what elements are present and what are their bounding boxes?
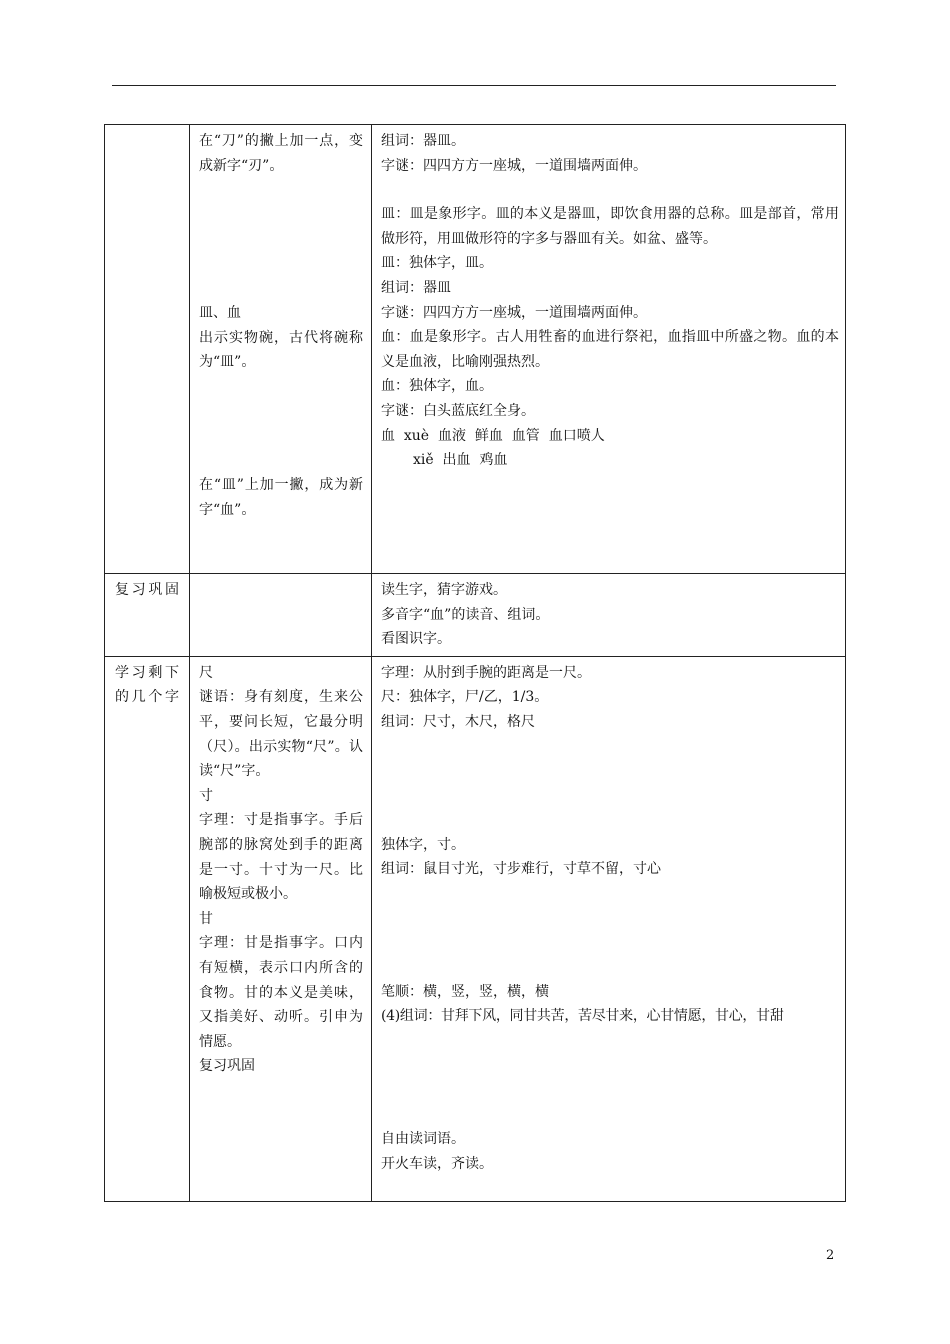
content-line: 组词：器皿 [381, 279, 451, 296]
content-line: 开火车读，齐读。 [381, 1155, 493, 1172]
content-line: 多音字“血”的读音、组词。 [381, 606, 550, 623]
content-line: 血：独体字，血。 [381, 378, 493, 395]
content-line: 看图识字。 [381, 631, 451, 648]
stage-cell [105, 125, 190, 574]
content-line: 组词：鼠目寸光，寸步难行，寸草不留，寸心 [381, 861, 661, 878]
content-line: 字理：从肘到手腕的距离是一尺。 [381, 664, 591, 681]
char-heading: 尺 [199, 664, 213, 681]
char-heading: 甘 [199, 910, 213, 927]
content-line: 字谜：四四方方一座城，一道围墙两面伸。 [381, 304, 647, 321]
activity-cell [190, 656, 372, 1201]
content-line: 笔顺：横，竖，竖，横，横 [381, 983, 549, 1000]
content-line: 字谜：四四方方一座城，一道围墙两面伸。 [381, 157, 647, 174]
content-line: 独体字，寸。 [381, 836, 465, 853]
content-cell [372, 125, 846, 574]
content-line: 字谜：白头蓝底红全身。 [381, 402, 535, 419]
pinyin-line: xiě 出血 鸡血 [413, 452, 508, 469]
content-line: 组词：尺寸，木尺，格尺 [381, 713, 535, 730]
activity-text: 复习巩固 [199, 1058, 255, 1075]
content-line: 尺：独体字，尸/乙，1/3。 [381, 689, 549, 706]
table-row [105, 656, 846, 1201]
content-line: 组词：器皿。 [381, 133, 465, 149]
activity-text: 在“刀”的撇上加一点，变成新字“刃”。 [199, 133, 363, 174]
activity-text: 谜语：身有刻度，生来公平，要问长短，它最分明（尺）。出示实物“尺”。认读“尺”字。 [199, 689, 363, 780]
content-line: (4)组词：甘拜下风，同甘共苦，苦尽甘来，心甘情愿，甘心，甘甜 [381, 1008, 784, 1025]
activity-text: 字理：寸是指事字。手后腕部的脉窝处到手的距离是一寸。十寸为一尺。比喻极短或极小。 [199, 812, 363, 903]
content-cell [372, 574, 846, 657]
content-paragraph: 皿：皿是象形字。皿的本义是器皿，即饮食用器的总称。皿是部首，常用做形符，用皿做形符的字多与器皿有关。如盆、盛等。 [381, 206, 839, 247]
activity-text: 出示实物碗，古代将碗称为“皿”。 [199, 329, 363, 371]
activity-heading: 皿、血 [199, 305, 241, 322]
activity-cell [190, 574, 372, 657]
page-number: 2 [826, 1248, 835, 1263]
content-cell [372, 656, 846, 1201]
content-line: 读生字，猜字游戏。 [381, 582, 507, 598]
activity-text: 字理：甘是指事字。口内有短横，表示口内所含的食物。甘的本义是美味，又指美好、动听。引申为情愿。 [199, 935, 363, 1050]
lesson-table [104, 124, 846, 1202]
table-row [105, 574, 846, 657]
pinyin-line: 血 xuè 血液 鲜血 血管 血口喷人 [381, 427, 605, 444]
stage-cell: 复习巩固 [105, 574, 190, 657]
char-heading: 寸 [199, 787, 213, 804]
stage-cell: 学习剩下的几个字 [105, 656, 190, 1201]
activity-text: 在“皿”上加一撇，成为新字“血”。 [199, 476, 363, 518]
content-line: 自由读词语。 [381, 1130, 465, 1147]
activity-cell [190, 125, 372, 574]
content-paragraph: 血：血是象形字。古人用牲畜的血进行祭祀，血指皿中所盛之物。血的本义是血液，比喻刚强热烈。 [381, 329, 839, 370]
header-rule [112, 85, 836, 86]
content-line: 皿：独体字，皿。 [381, 255, 493, 272]
table-row [105, 125, 846, 574]
